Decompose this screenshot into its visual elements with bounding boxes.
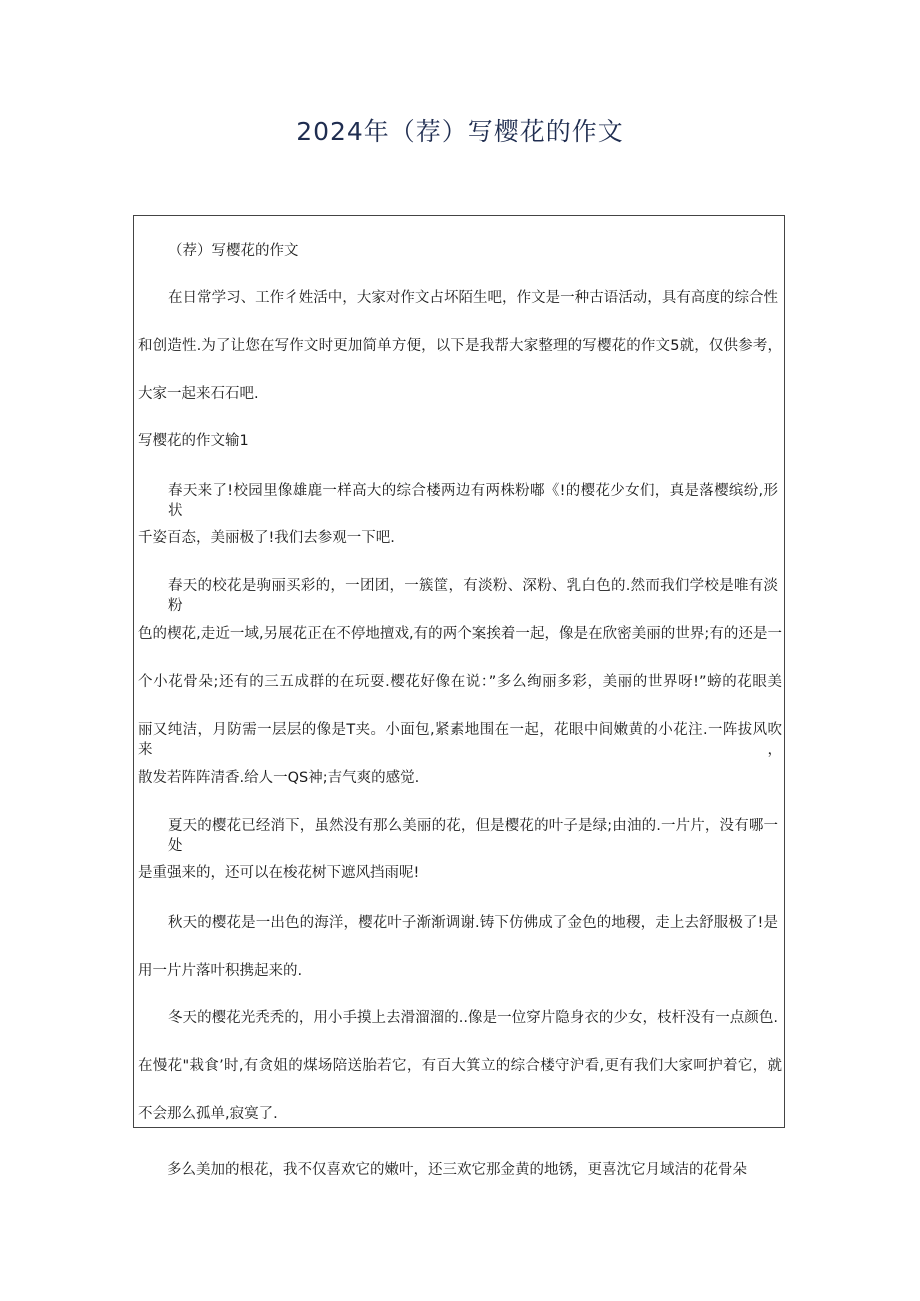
page-title: 2024年（荐）写樱花的作文	[296, 117, 624, 146]
box-heading: （荐）写樱花的作文	[168, 243, 299, 259]
intro-line-1: 在日常学习、工作彳姓活中，大家对作文占坏陌生吧，作文是一种古语活动，具有高度的综合性	[168, 290, 778, 306]
summer-line-1: 夏天的樱花已经消下，虽然没有那么美丽的花，但是樱花的叶子是绿;由油的.一片片，没有哪一处	[168, 818, 778, 854]
autumn-line-2: 用一片片落叶积携起来的.	[138, 963, 303, 979]
spring-intro-line-1: 春天来了!校园里像雄鹿一样高大的综合楼两边有两株粉嘟《!的樱花少女们，真是落樱缤纷,形状	[168, 483, 778, 519]
spring-line-4: 丽又纯洁，月防需一层层的像是T夹。小面包,紧素地围在一起，花眼中间嫩黄的小花注.一阵拔风吹来，	[138, 722, 782, 758]
summer-line-2: 是重强来的，还可以在梭花树下遮风挡雨呢!	[138, 865, 420, 881]
winter-line-3: 不会那么孤单,寂寞了.	[138, 1106, 278, 1122]
intro-line-2: 和创造性.为了让您在写作文时更加简单方便，以下是我帮大家整理的写樱花的作文5就，仅供参考，	[138, 338, 782, 354]
spring-line-1: 春天的校花是驹丽买彩的，一团团，一簇筐，有淡粉、深粉、乳白色的.然而我们学校是唯有淡粉	[168, 578, 778, 614]
trailing-paragraph: 多么美加的根花，我不仅喜欢它的嫩叶，还三欢它那金黄的地锈，更喜沈它月域洁的花骨朵	[167, 1162, 747, 1178]
autumn-line-1: 秋天的樱花是一出色的海洋，樱花叶子渐渐调谢.铸下仿佛成了金色的地稷，走上去舒服极了!是	[168, 915, 778, 931]
section-heading: 写樱花的作文输1	[138, 433, 249, 449]
spring-intro-line-2: 千姿百态，美丽极了!我们去参观一下吧.	[138, 530, 395, 546]
spring-line-3: 个小花骨朵;还有的三五成群的在玩耍.樱花好像在说：”多么绚丽多彩，美丽的世界呀!”螃的花眼美	[138, 674, 782, 690]
winter-line-1: 冬天的樱花光秃秃的，用小手摸上去滑溜溜的..像是一位穿片隐身衣的少女，枝杆没有一点颜色.	[168, 1010, 778, 1026]
spring-line-5: 散发若阵阵清香.给人一QS神;吉气爽的感觉.	[138, 770, 420, 786]
intro-line-3: 大家一起来石石吧.	[138, 386, 259, 402]
content-box	[133, 215, 785, 1128]
winter-line-2: 在慢花"栽食’时,有贪姐的煤场陪送胎若它，有百大箕立的综合楼守沪看,更有我们大家呵护着它，就	[138, 1058, 782, 1074]
spring-line-2: 色的楔花,走近一域,另展花正在不停地擅戏,有的两个案挨着一起，像是在欣密美丽的世界;有的还是一	[138, 626, 782, 642]
